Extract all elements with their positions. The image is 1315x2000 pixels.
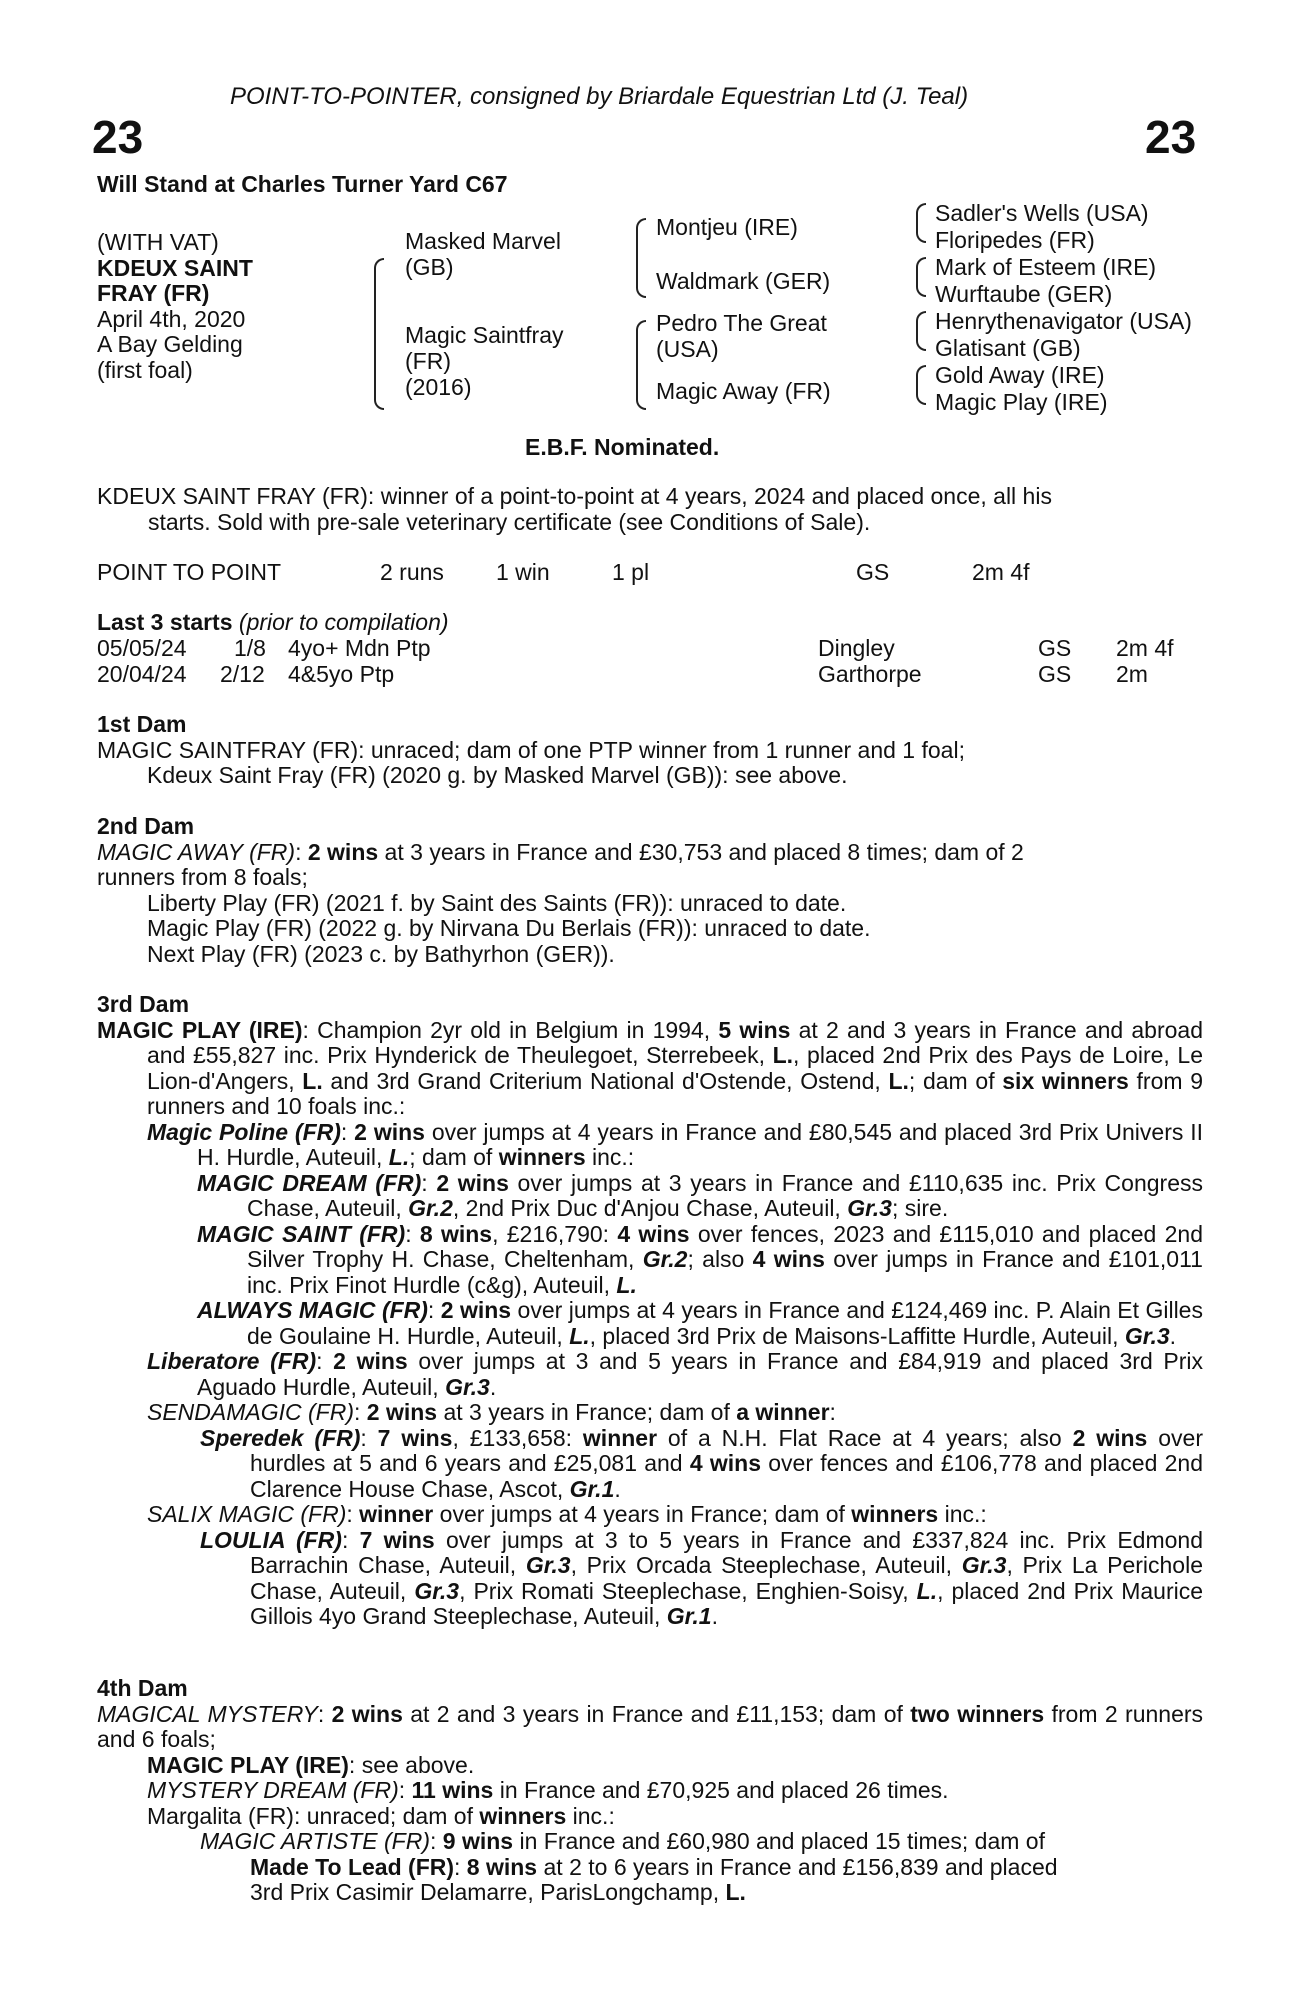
lot-number-right: 23	[1145, 111, 1197, 163]
section-heading: 2nd Dam	[97, 813, 195, 839]
pedigree-brace-g2	[916, 257, 926, 297]
vat-label: (WITH VAT)	[97, 229, 219, 255]
second-dam-line: MAGIC AWAY (FR): 2 wins at 3 years in France and £30,753 and placed 8 times; dam of 2	[97, 838, 1024, 865]
produce-entry: SALIX MAGIC (FR): winner over jumps at 4 years in France; dam of winners inc.:	[147, 1501, 987, 1527]
second-dam-produce: Next Play (FR) (2023 c. by Bathyrhon (GER)).	[147, 940, 615, 967]
horse-name-cont: FRAY (FR)	[97, 280, 210, 306]
last3-note: (prior to compilation)	[238, 609, 449, 635]
pedigree-brace-g3	[916, 311, 926, 351]
pedigree-dam-sire: Pedro The Great (USA)	[656, 310, 827, 362]
fourth-dam-entry: MAGICAL MYSTERY: 2 wins at 2 and 3 years in France and £11,153; dam of two winners from 2 runners and 6 foals;	[97, 1700, 1204, 1752]
last3-distance: 2m 4f	[1116, 635, 1174, 661]
produce-entry: SENDAMAGIC (FR): 2 wins at 3 years in France; dam of a winner:	[147, 1399, 836, 1425]
lot-number-left: 23	[92, 111, 144, 163]
pedigree-brace-sire	[636, 218, 646, 298]
last3-date: 05/05/24	[97, 635, 187, 661]
horse-foal-note: (first foal)	[97, 356, 193, 383]
last3-course: Garthorpe	[818, 661, 922, 687]
produce-entry: MAGIC PLAY (IRE): see above.	[147, 1751, 475, 1778]
last3-heading: Last 3 starts	[97, 609, 233, 635]
last3-date: 20/04/24	[97, 661, 187, 687]
ptp-label: POINT TO POINT	[97, 559, 282, 585]
produce-entry: Margalita (FR): unraced; dam of winners inc.:	[147, 1802, 615, 1829]
last3-position: 2/12	[220, 661, 265, 687]
summary-line-1: KDEUX SAINT FRAY (FR): winner of a point-to-point at 4 years, 2024 and placed once, all his	[97, 483, 1052, 509]
produce-entry: MAGIC SAINT (FR): 8 wins, £216,790: 4 wins over fences, 2023 and £115,010 and placed 2nd Silver Trophy H. Chase, Cheltenham, Gr.2; also 4 wins over jumps in France and £101,011 inc. Prix Finot Hurdle (c&g), Auteuil, L.	[197, 1220, 1203, 1298]
second-dam-section	[97, 814, 1203, 967]
third-dam-entry: MAGIC PLAY (IRE): Champion 2yr old in Belgium in 1994, 5 wins at 2 and 3 years in France and abroad and £55,827 inc. Prix Hynderick de Theulegoet, Sterrebeek, L., placed 2nd Prix des Pays de Loire, Le Lion-d'Angers, L. and 3rd Grand Criterium National d'Ostende, Ostend, L.; dam of six winners from 9 runners and 10 foals inc.:	[97, 1016, 1203, 1119]
produce-entry: LOULIA (FR): 7 wins over jumps at 3 to 5 years in France and £337,824 inc. Prix Edmond Barrachin Chase, Auteuil, Gr.3, Prix Orcada Steeplechase, Auteuil, Gr.3, Prix La Perichole Chase, Auteuil, Gr.3, Prix Romati Steeplechase, Enghien-Soisy, L., placed 2nd Prix Maurice Gillois 4yo Grand Steeplechase, Auteuil, Gr.1.	[200, 1526, 1203, 1629]
last3-course: Dingley	[818, 635, 895, 661]
pedigree-dam: Magic Saintfray (FR) (2016)	[405, 322, 564, 400]
section-heading: 3rd Dam	[97, 991, 190, 1017]
section-heading: 4th Dam	[97, 1675, 188, 1701]
second-dam-produce: Magic Play (FR) (2022 g. by Nirvana Du Berlais (FR)): unraced to date.	[147, 915, 871, 941]
pedigree-brace-parents	[374, 258, 384, 410]
produce-entry: Speredek (FR): 7 wins, £133,658: winner of a N.H. Flat Race at 4 years; also 2 wins over hurdles at 5 and 6 years and £25,081 and 4 wins over fences and £106,778 and placed 2nd Clarence House Chase, Ascot, Gr.1.	[200, 1424, 1203, 1502]
first-dam-line: MAGIC SAINTFRAY (FR): unraced; dam of one PTP winner from 1 runner and 1 foal;	[97, 736, 965, 763]
stand-location: Will Stand at Charles Turner Yard C67	[97, 171, 508, 197]
produce-entry: ALWAYS MAGIC (FR): 2 wins over jumps at 4 years in France and £124,469 inc. P. Alain Et Gilles de Goulaine H. Hurdle, Auteuil, L., placed 3rd Prix de Maisons-Laffitte Hurdle, Auteuil, Gr.3.	[197, 1297, 1203, 1349]
produce-entry: MYSTERY DREAM (FR): 11 wins in France and £70,925 and placed 26 times.	[147, 1777, 949, 1803]
pedigree-great-grandparents: Sadler's Wells (USA) Floripedes (FR) Mark of Esteem (IRE) Wurftaube (GER) Henrythenavigator (USA) Glatisant (GB) Gold Away (IRE) Magic Play (IRE)	[935, 200, 1192, 415]
second-dam-produce: Liberty Play (FR) (2021 f. by Saint des Saints (FR)): unraced to date.	[147, 889, 847, 916]
first-dam-section	[97, 712, 1203, 789]
third-dam-section	[97, 992, 1203, 1630]
fourth-dam-section	[97, 1676, 1203, 1906]
last3-race: 4&5yo Ptp	[288, 661, 395, 687]
section-heading: 1st Dam	[97, 711, 187, 737]
horse-details	[97, 230, 253, 383]
page-header-title: POINT-TO-POINTER, consigned by Briardale Equestrian Ltd (J. Teal)	[230, 83, 969, 110]
ptp-distance: 2m 4f	[972, 559, 1030, 585]
pedigree-dam-dam: Magic Away (FR)	[656, 378, 831, 404]
produce-entry: Made To Lead (FR): 8 wins at 2 to 6 years in France and £156,839 and placed	[250, 1853, 1058, 1880]
pedigree-brace-g4	[916, 365, 926, 405]
last3-heading-row	[97, 610, 449, 636]
produce-entry: MAGIC DREAM (FR): 2 wins over jumps at 3 years in France and £110,635 inc. Prix Congress Chase, Auteuil, Gr.2, 2nd Prix Duc d'Anjou Chase, Auteuil, Gr.3; sire.	[197, 1169, 1203, 1221]
ebf-nominated: E.B.F. Nominated.	[525, 434, 720, 460]
pedigree-brace-dam	[636, 320, 646, 410]
last3-distance: 2m	[1116, 661, 1148, 687]
horse-description: A Bay Gelding	[97, 331, 243, 357]
last3-going: GS	[1038, 661, 1072, 687]
pedigree-brace-g1	[916, 203, 926, 243]
produce-entry: MAGIC ARTISTE (FR): 9 wins in France and £60,980 and placed 15 times; dam of	[200, 1828, 1045, 1854]
horse-name: KDEUX SAINT	[97, 254, 253, 281]
ptp-placed: 1 pl	[612, 559, 650, 585]
horse-dob: April 4th, 2020	[97, 305, 246, 332]
pedigree-sire: Masked Marvel (GB)	[405, 228, 561, 280]
pedigree-sire-dam: Waldmark (GER)	[656, 268, 831, 294]
first-dam-produce: Kdeux Saint Fray (FR) (2020 g. by Masked Marvel (GB)): see above.	[147, 762, 848, 788]
produce-entry-cont: 3rd Prix Casimir Delamarre, ParisLongchamp, L.	[250, 1879, 746, 1905]
last3-position: 1/8	[234, 635, 266, 661]
ptp-going: GS	[856, 559, 890, 585]
pedigree-sire-sire: Montjeu (IRE)	[656, 214, 798, 240]
second-dam-line-cont: runners from 8 foals;	[97, 864, 308, 890]
produce-entry: Magic Poline (FR): 2 wins over jumps at 4 years in France and £80,545 and placed 3rd Prix Univers II H. Hurdle, Auteuil, L.; dam of winners inc.:	[147, 1118, 1203, 1170]
ptp-wins: 1 win	[496, 559, 550, 585]
ptp-runs: 2 runs	[380, 559, 444, 585]
last3-race: 4yo+ Mdn Ptp	[288, 635, 431, 661]
last3-going: GS	[1038, 635, 1072, 661]
produce-entry: Liberatore (FR): 2 wins over jumps at 3 and 5 years in France and £84,919 and placed 3rd Prix Aguado Hurdle, Auteuil, Gr.3.	[147, 1348, 1204, 1400]
summary-line-2: starts. Sold with pre-sale veterinary certificate (see Conditions of Sale).	[148, 509, 871, 535]
